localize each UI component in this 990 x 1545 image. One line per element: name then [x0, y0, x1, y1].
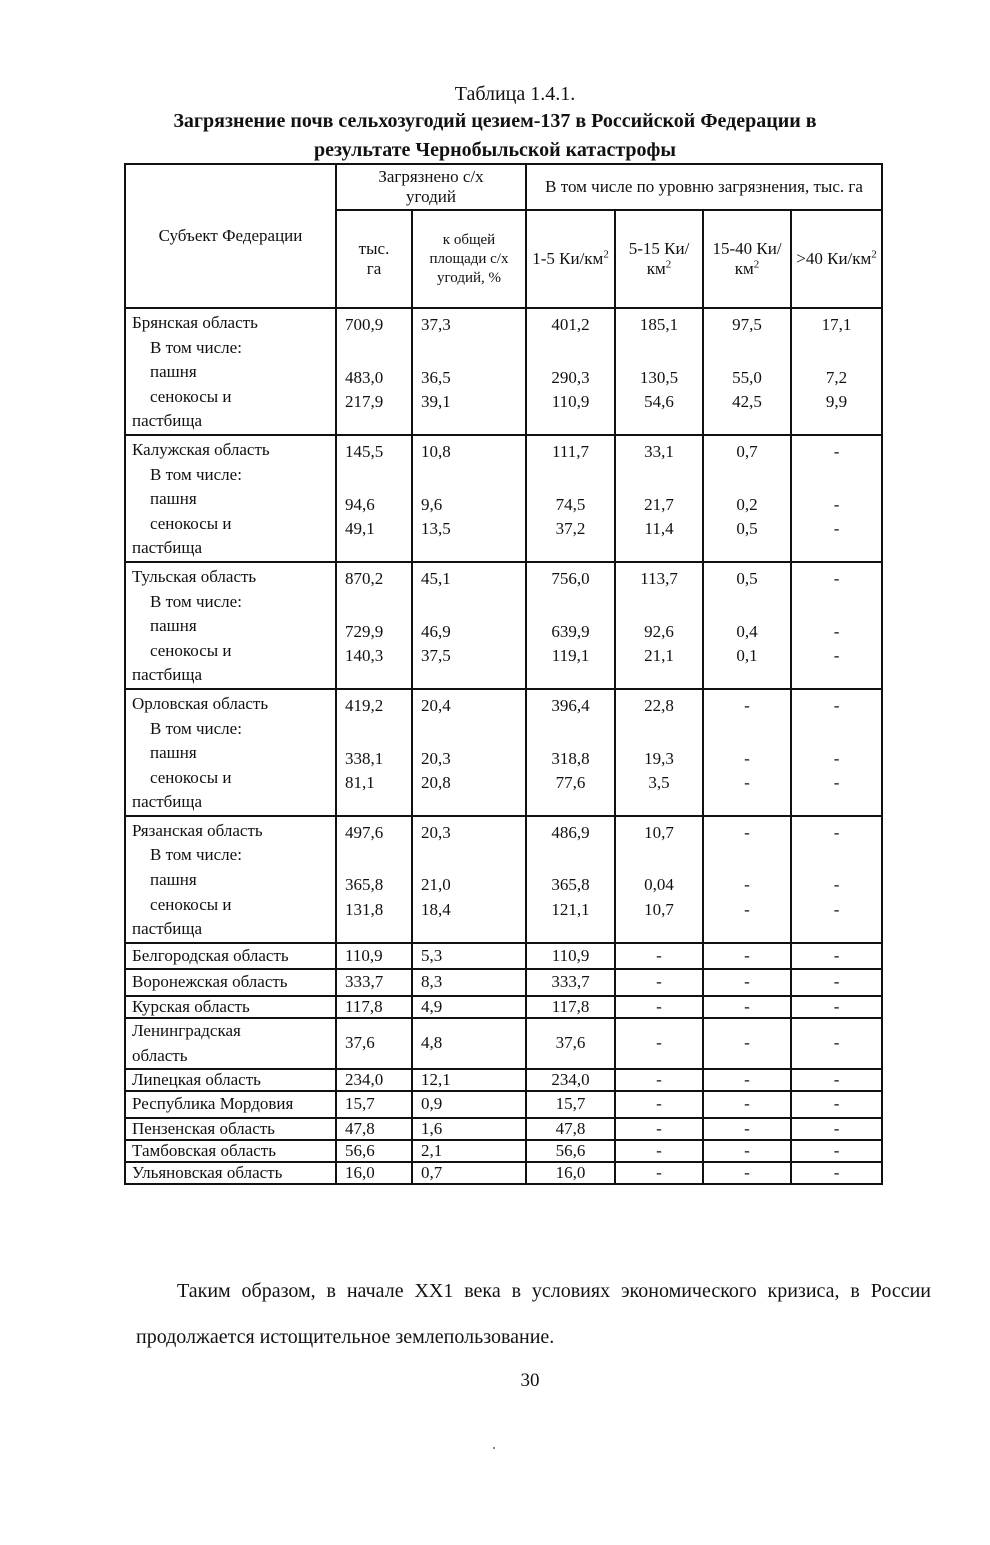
header-by-level: В том числе по уровню загрязнения, тыс. га [526, 164, 882, 210]
value-line: 46,9 [421, 621, 451, 641]
value-line: 94,6 [345, 494, 375, 514]
value-line: 20,3 [421, 748, 451, 768]
region-row [125, 1069, 882, 1091]
value-cell [336, 435, 412, 562]
region-label-line: сенокосы и [150, 640, 232, 660]
region-label-line: В том числе: [150, 464, 242, 484]
region-label-line: В том числе: [150, 591, 242, 611]
value-line: 111,7 [552, 441, 590, 461]
region-row [125, 1018, 882, 1069]
value-line: 9,9 [825, 392, 848, 412]
value-cell: - [791, 1018, 882, 1069]
region-row [125, 689, 882, 816]
value-line: 17,1 [821, 315, 852, 334]
value-line: 74,5 [555, 494, 586, 514]
region-name-cell: Белгородская область [125, 943, 336, 970]
header-contaminated: Загрязнено с/х угодий [336, 164, 526, 210]
region-row [125, 1091, 882, 1118]
value-line: 290,3 [551, 367, 590, 387]
value-cell [336, 816, 412, 943]
value-cell: 47,8 [336, 1118, 412, 1140]
value-line: 49,1 [345, 519, 375, 539]
region-row [125, 1140, 882, 1162]
value-cell: - [791, 1118, 882, 1140]
value-line: - [833, 568, 840, 588]
region-row [125, 943, 882, 970]
region-label-line: пашня [150, 362, 197, 382]
value-line: 121,1 [551, 900, 590, 920]
region-name-cell: Пензенская область [125, 1118, 336, 1140]
region-label-line: В том числе: [150, 718, 242, 738]
value-line: - [833, 695, 840, 715]
region-label-line: сенокосы и [150, 894, 232, 914]
value-line: 37,5 [421, 646, 451, 666]
value-cell: - [703, 1091, 791, 1118]
value-line: 20,8 [421, 773, 451, 793]
value-cell [791, 562, 882, 689]
value-line: 81,1 [345, 773, 375, 793]
value-line: 22,8 [644, 695, 674, 715]
region-name-cell [125, 435, 336, 562]
value-cell [615, 816, 703, 943]
region-name-cell: Лиnецкая область [125, 1069, 336, 1091]
value-line: 9,6 [421, 494, 443, 514]
region-label-line: В том числе: [150, 845, 242, 865]
region-row [125, 816, 882, 943]
region-label-line: пашня [150, 489, 197, 509]
value-line: 33,1 [644, 441, 674, 461]
value-line: 42,5 [732, 392, 762, 412]
value-line: 217,9 [345, 392, 384, 412]
value-line: - [833, 773, 840, 793]
region-name-cell [125, 816, 336, 943]
header-subject: Субъект Федерации [125, 164, 336, 308]
value-cell [336, 562, 412, 689]
value-line: - [833, 875, 840, 895]
value-cell: 110,9 [526, 943, 615, 970]
region-label-line: Брянская область [132, 313, 258, 332]
header-thous-ha: тыс. га [336, 210, 412, 308]
value-cell: - [703, 1018, 791, 1069]
value-cell [526, 816, 615, 943]
value-cell [791, 435, 882, 562]
value-line: - [833, 900, 840, 920]
region-name-cell: Ленинградская область [125, 1018, 336, 1069]
value-cell: 0,7 [412, 1162, 526, 1184]
value-cell [412, 562, 526, 689]
value-cell: 37,6 [526, 1018, 615, 1069]
value-cell: - [791, 1069, 882, 1091]
value-line: - [833, 646, 840, 666]
value-line: 140,3 [345, 646, 384, 666]
value-cell: - [615, 943, 703, 970]
value-cell: - [615, 1069, 703, 1091]
value-cell [791, 816, 882, 943]
region-row [125, 308, 882, 435]
region-name-cell [125, 562, 336, 689]
value-line: 55,0 [732, 367, 762, 387]
region-row [125, 435, 882, 562]
value-line: 756,0 [551, 568, 590, 588]
header-level-15-40: 15-40 $Ки/км^2$ [703, 210, 791, 308]
value-cell: 5,3 [412, 943, 526, 970]
value-cell: 4,8 [412, 1018, 526, 1069]
value-cell: 234,0 [336, 1069, 412, 1091]
region-row [125, 1118, 882, 1140]
value-line: 700,9 [345, 315, 384, 334]
region-label-line: Рязанская область [132, 820, 263, 840]
value-line: 130,5 [639, 367, 679, 387]
value-line: 486,9 [551, 822, 590, 842]
value-line: 0,4 [736, 621, 758, 641]
value-line: - [744, 875, 750, 895]
value-cell [615, 435, 703, 562]
value-line: 19,3 [644, 748, 674, 768]
region-label-line: пастбища [132, 411, 203, 431]
region-name-cell: Республика Мордовия [125, 1091, 336, 1118]
value-cell: - [791, 1091, 882, 1118]
value-line: 11,4 [644, 519, 674, 539]
value-line: 365,8 [551, 875, 590, 895]
region-row [125, 969, 882, 996]
header-percent: к общей площади с/х угодий, % [412, 210, 526, 308]
value-cell: 16,0 [526, 1162, 615, 1184]
value-line: 97,5 [732, 315, 762, 334]
value-line: - [744, 773, 750, 793]
value-line: 37,2 [555, 519, 586, 539]
value-line: 113,7 [640, 568, 678, 588]
value-line: 37,3 [421, 315, 451, 334]
table-title-line1: Загрязнение почв сельхозугодий цезием-137 в Российской Федерации в [173, 110, 817, 132]
value-cell: - [615, 996, 703, 1018]
value-cell: 56,6 [526, 1140, 615, 1162]
value-line: 18,4 [421, 900, 451, 920]
value-cell [615, 689, 703, 816]
value-line: 483,0 [345, 367, 384, 387]
value-line: 0,04 [644, 875, 674, 895]
value-cell: 47,8 [526, 1118, 615, 1140]
value-cell: 1,6 [412, 1118, 526, 1140]
value-line: 401,2 [551, 315, 590, 334]
header-level-5-15: 5-15 $Ки/км^2$ [615, 210, 703, 308]
value-line: 870,2 [345, 568, 384, 588]
value-cell [791, 308, 882, 435]
value-cell: 234,0 [526, 1069, 615, 1091]
value-cell: 110,9 [336, 943, 412, 970]
value-cell: - [791, 969, 882, 996]
value-line: 0,1 [736, 646, 758, 666]
region-label-line: Тульская область [132, 566, 257, 586]
region-label-line: пастбища [132, 919, 203, 939]
value-cell: - [791, 943, 882, 970]
header-row-1 [125, 164, 882, 210]
region-label-line: пастбища [132, 665, 203, 685]
value-cell: 37,6 [336, 1018, 412, 1069]
region-row [125, 1162, 882, 1184]
value-cell [526, 562, 615, 689]
value-cell: 56,6 [336, 1140, 412, 1162]
value-cell [703, 689, 791, 816]
region-label-line: сенокосы и [150, 386, 232, 406]
value-line: 21,1 [644, 646, 674, 666]
region-name-cell: Тамбовская область [125, 1140, 336, 1162]
region-label-line: сенокосы и [150, 513, 232, 533]
value-line: 0,2 [736, 494, 758, 514]
value-cell [703, 562, 791, 689]
value-line: - [744, 900, 750, 920]
value-line: 110,9 [551, 392, 590, 412]
value-line: 21,0 [421, 875, 451, 895]
value-cell: - [791, 996, 882, 1018]
value-line: 10,7 [644, 822, 674, 842]
value-line: 0,5 [736, 519, 758, 539]
speck [493, 1447, 495, 1449]
value-line: - [833, 822, 840, 842]
region-name-cell: Ульяновская область [125, 1162, 336, 1184]
page-number: 30 [520, 1370, 540, 1391]
value-cell: 8,3 [412, 969, 526, 996]
region-label-line: Калужская область [132, 439, 270, 459]
value-cell: - [615, 1118, 703, 1140]
value-line: 10,7 [644, 900, 674, 920]
region-label-line: пастбища [132, 538, 203, 558]
value-line: 396,4 [551, 695, 590, 715]
value-cell [336, 308, 412, 435]
contamination-table [124, 163, 883, 1185]
value-line: 92,6 [644, 621, 674, 641]
value-cell [526, 689, 615, 816]
region-label-line: пашня [150, 870, 197, 890]
value-cell: - [703, 943, 791, 970]
value-cell: - [703, 1118, 791, 1140]
region-label-line: пашня [150, 616, 197, 636]
value-line: 20,3 [421, 822, 451, 842]
value-cell: 0,9 [412, 1091, 526, 1118]
value-cell: - [703, 1069, 791, 1091]
conclusion-paragraph: Таким образом, в начале XX1 века в условиях экономического кризиса, в России продолжается истощительное землепользование. [136, 1280, 931, 1348]
value-cell: 117,8 [336, 996, 412, 1018]
value-cell: 16,0 [336, 1162, 412, 1184]
value-cell: - [615, 1140, 703, 1162]
value-line: - [833, 748, 840, 768]
value-line: - [833, 621, 840, 641]
region-label-line: сенокосы и [150, 767, 232, 787]
value-cell: - [703, 996, 791, 1018]
value-cell: - [791, 1162, 882, 1184]
value-cell: - [615, 1162, 703, 1184]
value-cell: 12,1 [412, 1069, 526, 1091]
value-cell: - [703, 969, 791, 996]
value-line: 419,2 [345, 695, 384, 715]
value-cell: - [615, 1018, 703, 1069]
value-line: 0,5 [736, 568, 758, 588]
region-label-line: Орловская область [132, 693, 269, 713]
header-level-over-40: >40 $Ки/км^2$ [791, 210, 882, 308]
value-cell [703, 816, 791, 943]
value-cell [615, 308, 703, 435]
value-line: - [833, 441, 840, 461]
region-name-cell: Курская область [125, 996, 336, 1018]
value-cell [336, 689, 412, 816]
value-line: 39,1 [421, 392, 451, 412]
value-cell [791, 689, 882, 816]
value-line: 185,1 [639, 315, 679, 334]
value-line: - [744, 822, 750, 842]
value-line: 318,8 [551, 748, 590, 768]
region-label-line: пашня [150, 743, 197, 763]
value-cell [412, 308, 526, 435]
region-label-line: В том числе: [150, 337, 242, 357]
table-title-line2: результате Чернобыльской катастрофы [314, 139, 676, 161]
value-cell: - [703, 1162, 791, 1184]
value-cell [412, 689, 526, 816]
value-cell: - [615, 969, 703, 996]
region-name-cell [125, 308, 336, 435]
value-line: 3,5 [648, 773, 670, 793]
value-line: 36,5 [421, 367, 451, 387]
value-cell [615, 562, 703, 689]
value-cell [412, 435, 526, 562]
header-level-1-5: 1-5 $Ки/км^2$ [526, 210, 615, 308]
value-line: 13,5 [421, 519, 451, 539]
value-line: - [744, 695, 750, 715]
value-cell: 4,9 [412, 996, 526, 1018]
region-row [125, 996, 882, 1018]
value-cell: - [703, 1140, 791, 1162]
region-name-cell [125, 689, 336, 816]
value-line: 7,2 [825, 367, 848, 387]
value-cell: 333,7 [336, 969, 412, 996]
value-line: 45,1 [421, 568, 451, 588]
value-cell [703, 435, 791, 562]
value-line: 145,5 [345, 441, 384, 461]
value-line: 119,1 [551, 646, 590, 666]
region-name-cell: Воронежская область [125, 969, 336, 996]
value-line: 21,7 [644, 494, 674, 514]
value-cell: - [615, 1091, 703, 1118]
value-line: 338,1 [345, 748, 384, 768]
value-cell: 15,7 [526, 1091, 615, 1118]
value-line: - [744, 748, 750, 768]
value-line: 729,9 [345, 621, 384, 641]
value-line: 365,8 [345, 875, 384, 895]
value-cell: 333,7 [526, 969, 615, 996]
value-line: 131,8 [345, 900, 384, 920]
value-line: - [833, 519, 840, 539]
value-cell: 15,7 [336, 1091, 412, 1118]
value-line: 497,6 [345, 822, 384, 842]
value-cell: - [791, 1140, 882, 1162]
value-line: 0,7 [736, 441, 758, 461]
region-label-line: пастбища [132, 792, 203, 812]
value-cell: 117,8 [526, 996, 615, 1018]
table-number: Таблица 1.4.1. [454, 83, 576, 105]
value-line: - [833, 494, 840, 514]
region-row [125, 562, 882, 689]
value-line: 639,9 [551, 621, 590, 641]
value-cell [412, 816, 526, 943]
value-line: 77,6 [555, 773, 586, 793]
value-line: 54,6 [644, 392, 674, 412]
value-line: 20,4 [421, 695, 451, 715]
value-cell: 2,1 [412, 1140, 526, 1162]
value-line: 10,8 [421, 441, 451, 461]
value-cell [703, 308, 791, 435]
value-cell [526, 308, 615, 435]
value-cell [526, 435, 615, 562]
